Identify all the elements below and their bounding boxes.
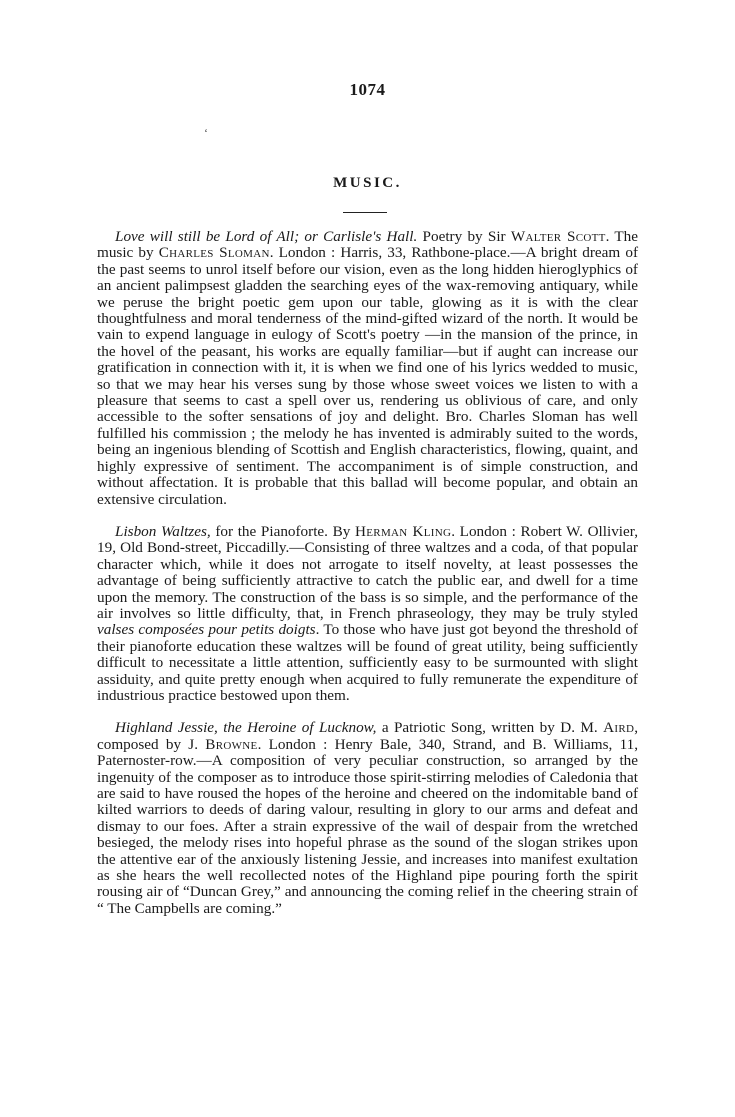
review-text: . To those who have just got beyond the threshold of their pianoforte education these waltzes will be found of great utility, being sufficiently difficult to necessitate a little attention, sufficiently easy to be surmounted with slight assiduity, and quite pretty enough when acquired to fully remunerate the expenditure of industrious practice bestowed upon them.	[97, 621, 638, 704]
composer-name: Browne	[205, 735, 258, 753]
review-text: a Patriotic Song, written by D. M.	[376, 719, 604, 737]
work-title: Love will still be Lord of All; or Carlisle's Hall.	[115, 228, 418, 245]
composer-name: Charles Sloman	[158, 244, 270, 262]
review-text: . London : Henry Bale, 340, Strand, and B. Williams, 11, Paternoster-row.—A composition of very peculiar construction, so arranged by the ingenuity of the composer as to introduce those spirit-stirring melodies of Caledonia that are said to have roused the hopes of the heroine and cheered on the indomitable band of kilted warriors to deeds of daring valour, resulting in glory to our arms and defeat and dismay to our foes. After a strain expressive of the wail of despair from the wretched besieged, the melody rises into hopeful phrase as the sound of the slogan strikes upon the attentive ear of the anxiously listening Jessie, and increases into manifest exultation as she hears the well recollected notes of the Highland pipe pouring forth the spirit rousing air of “Duncan Grey,” and announcing the coming relief in the cheering strain of “ The Campbells are coming.”	[97, 735, 638, 917]
author-name: Aird	[603, 719, 635, 737]
article-body	[97, 229, 638, 933]
review-text: . London : Harris, 33, Rathbone-place.—A bright dream of the past seems to unrol itself before our vision, even as the long hidden hieroglyphics of an ancient palimpsest gladden the searching eyes of the wax-removing antiquary, while we peruse the bright poetic gem upon our table, glowing as it is with the clear thoughtfulness and moral tenderness of the mind-gifted wizard of the north. It would be vain to expend language in eulogy of Scott's poetry —in the mansion of the prince, in the hovel of the peasant, his works are equally familiar—but if aught can increase our gratification in connection with it, it is when we find one of his lyrics wedded to music, so that we may hear his verses sung by those whose sweet voices we listen to with a pleasure that seems to cast a spell over us, rendering us oblivious of care, and only accessible to the softer sensations of joy and delight. Bro. Charles Sloman has well fulfilled his commission ; the melody he has invented is admirably suited to the words, being an ingenious blending of Scottish and English characteristics, flowing, quaint, and highly expressive of sentiment. The accompaniment is of simple construction, and without affectation. It is probable that this ballad will become popular, and obtain an extensive circulation.	[97, 244, 638, 508]
section-title: MUSIC.	[333, 175, 402, 191]
review-text: . The music by	[97, 228, 638, 262]
review-text: , composed by J.	[97, 719, 639, 753]
review-text: Poetry by Sir	[417, 228, 511, 245]
author-name: Walter Scott	[510, 228, 606, 245]
page-number: 1074	[349, 80, 386, 99]
review-highland-jessie	[97, 720, 638, 917]
review-text: . London : Robert W. Ollivier, 19, Old Bond-street, Piccadilly.—Consisting of three waltzes and a coda, of that popular character which, while it does not arrogate to itself novelty, at least possesses the advantage of being sufficiently attractive to catch the public ear, and dwell for a time upon the memory. The construction of the bass is so simple, and the performance of the air involves so little difficulty, that, in French phraseology, they may be truly styled	[97, 522, 638, 622]
composer-name: Herman Kling	[355, 522, 452, 540]
work-title: Highland Jessie, the Heroine of Lucknow,	[115, 719, 377, 737]
work-title: Lisbon Waltzes,	[115, 522, 211, 540]
review-love-will-still-be-lord	[97, 229, 638, 508]
title-rule	[343, 212, 387, 213]
review-text: for the Pianoforte. By	[210, 522, 356, 540]
stray-mark: ‘	[204, 126, 208, 140]
review-lisbon-waltzes	[97, 524, 638, 704]
foreign-phrase: valses composées pour petits doigts	[97, 621, 316, 639]
